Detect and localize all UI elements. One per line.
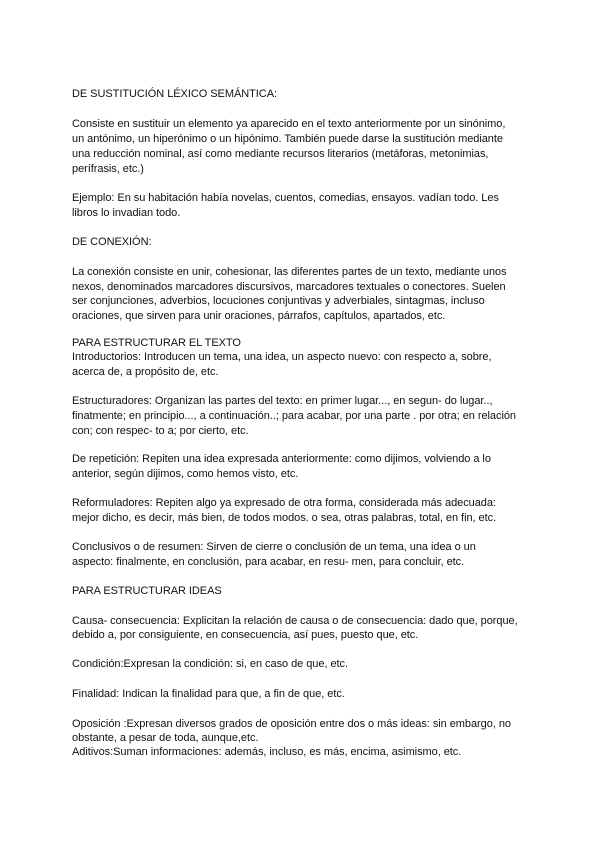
section-heading-estructurar-texto: PARA ESTRUCTURAR EL TEXTO (72, 337, 241, 349)
paragraph-line: con; con respec- to a; por cierto, etc. (72, 425, 249, 437)
paragraph-line: acerca de, a propósito de, etc. (72, 366, 219, 378)
paragraph-line: Estructuradores: Organizan las partes del texto: en primer lugar..., en segun- do lugar.., (72, 395, 493, 407)
section-heading-sustitucion: DE SUSTITUCIÓN LÉXICO SEMÁNTICA: (72, 88, 277, 100)
paragraph-line: finatmente; en principio..., a continuación..; para acabar, por una parte . por otra; en relación (72, 410, 516, 422)
paragraph-line: oraciones, que sirven para unir oraciones, párrafos, capítulos, apartados, etc. (72, 310, 446, 322)
paragraph-line: Oposición :Expresan diversos grados de oposición entre dos o más ideas: sin embargo, no (72, 718, 511, 730)
paragraph-line: perífrasis, etc.) (72, 163, 144, 175)
paragraph-line: una reducción nominal, así como mediante recursos literarios (metáforas, metonimias, (72, 148, 489, 160)
paragraph-line: nexos, denominados marcadores discursivos, marcadores textuales o conectores. Suelen (72, 281, 506, 293)
paragraph-line: aspecto: finalmente, en conclusión, para acabar, en resu- men, para concluir, etc. (72, 556, 465, 568)
paragraph-line: Reformuladores: Repiten algo ya expresado de otra forma, considerada más adecuada: (72, 497, 496, 509)
paragraph-line: De repetición: Repiten una idea expresada anteriormente: como dijimos, volviendo a lo (72, 453, 491, 465)
paragraph-line: libros lo invadian todo. (72, 207, 181, 219)
paragraph-line: La conexión consiste en unir, cohesionar, las diferentes partes de un texto, mediante unos (72, 266, 507, 278)
section-heading-estructurar-ideas: PARA ESTRUCTURAR IDEAS (72, 585, 222, 597)
paragraph-line: Condición:Expresan la condición: si, en caso de que, etc. (72, 658, 348, 670)
paragraph-line: Causa- consecuencia: Explicitan la relación de causa o de consecuencia: dado que, porque, (72, 615, 518, 627)
paragraph-line: Ejemplo: En su habitación había novelas, cuentos, comedias, ensayos. vadían todo. Les (72, 192, 499, 204)
paragraph-line: Aditivos:Suman informaciones: además, incluso, es más, encima, asimismo, etc. (72, 746, 462, 758)
paragraph-line: ser conjunciones, adverbios, locuciones conjuntivas y adverbiales, sintagmas, incluso (72, 295, 485, 307)
paragraph-line: Consiste en sustituir un elemento ya aparecido en el texto anteriormente por un sinónimo, (72, 118, 506, 130)
paragraph-line: obstante, a pesar de toda, aunque,etc. (72, 732, 259, 744)
paragraph-line: Introductorios: Introducen un tema, una idea, un aspecto nuevo: con respecto a, sobre, (72, 351, 492, 363)
paragraph-line: Conclusivos o de resumen: Sirven de cierre o conclusión de un tema, una idea o un (72, 541, 476, 553)
section-heading-conexion: DE CONEXIÓN: (72, 236, 152, 248)
paragraph-line: debido a, por consiguiente, en consecuencia, así pues, puesto que, etc. (72, 629, 419, 641)
paragraph-line: anterior, según dijimos, como hemos visto, etc. (72, 468, 299, 480)
paragraph-line: Finalidad: Indican la finalidad para que, a fin de que, etc. (72, 688, 345, 700)
paragraph-line: un antónimo, un hiperónimo o un hipónimo. También puede darse la sustitución mediante (72, 133, 503, 145)
paragraph-line: mejor dicho, es decir, más bien, de todos modos. o sea, otras palabras, total, en fin, etc. (72, 512, 497, 524)
